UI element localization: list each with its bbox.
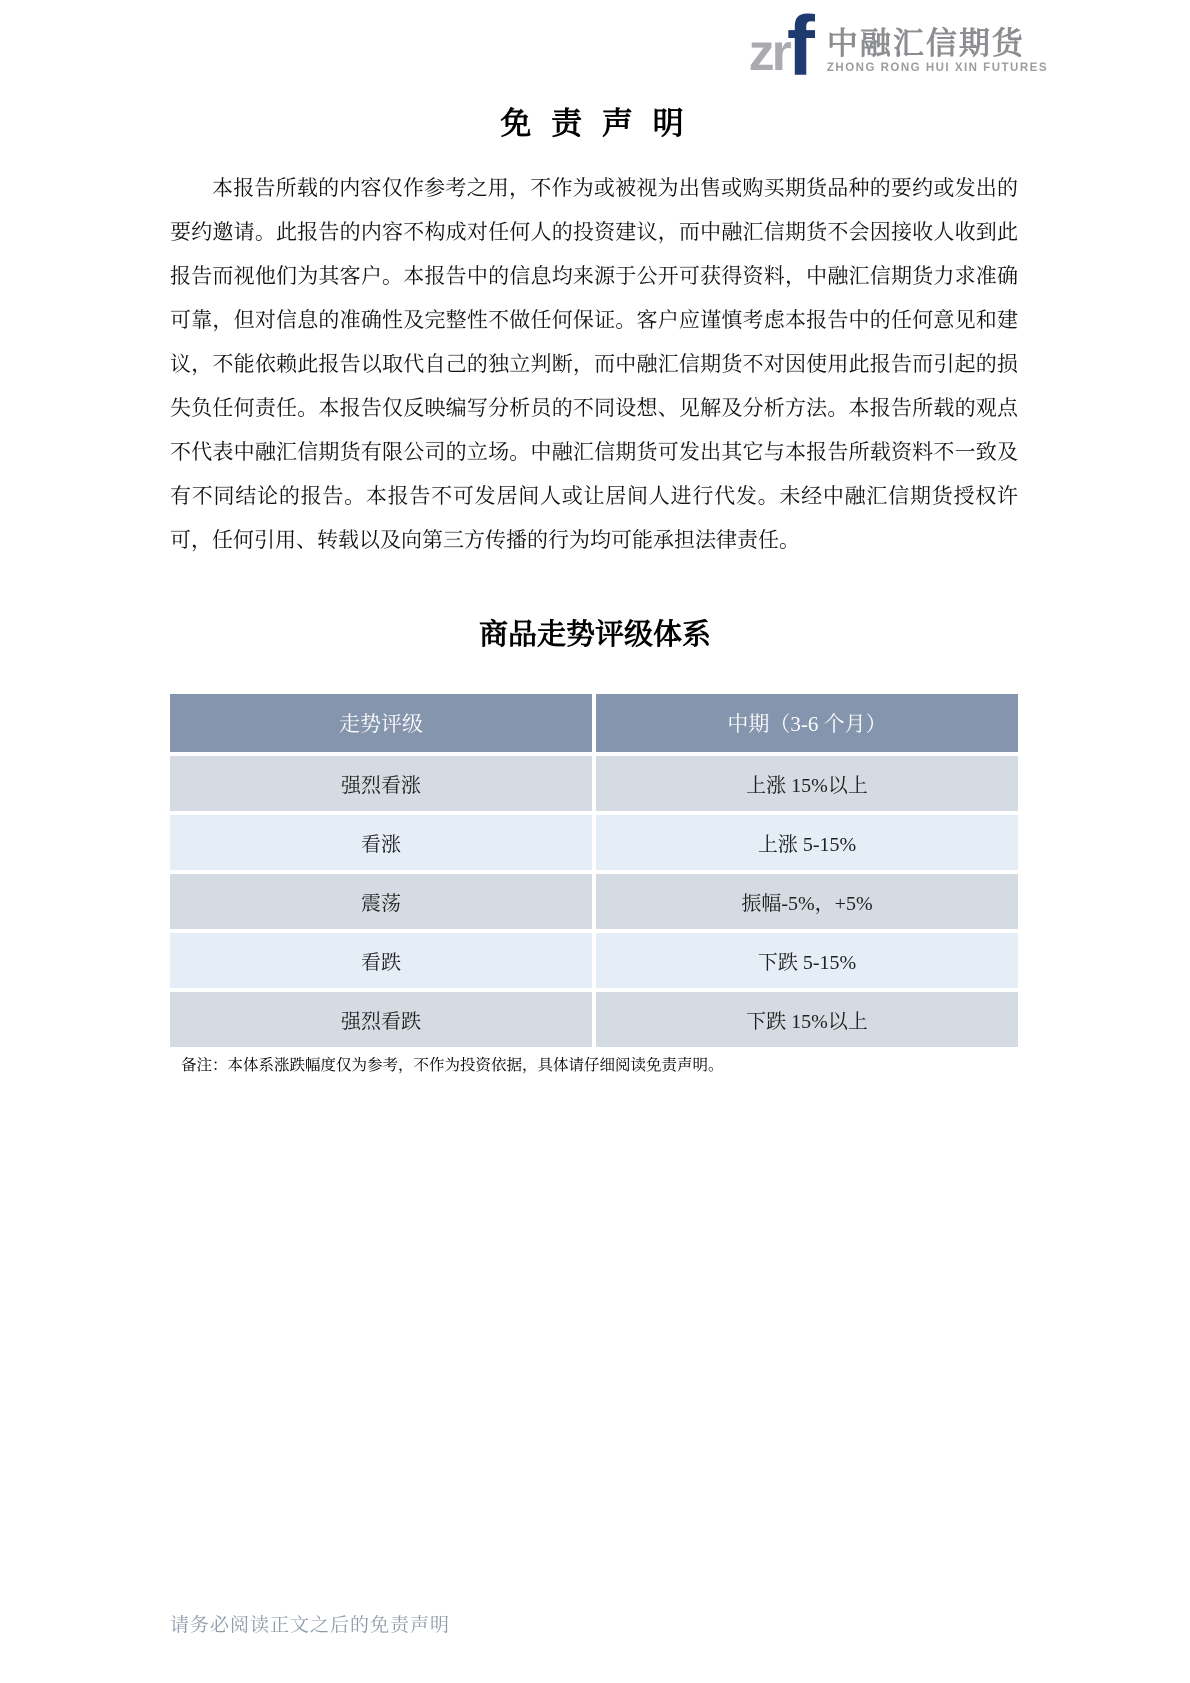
cell-rating: 强烈看涨 bbox=[170, 756, 592, 811]
cell-rating: 震荡 bbox=[170, 874, 592, 929]
cell-midterm: 上涨 15%以上 bbox=[596, 756, 1018, 811]
company-logo bbox=[748, 0, 1048, 93]
company-name-cn: 中融汇信期货 bbox=[826, 25, 1025, 61]
rating-table bbox=[170, 694, 1018, 1051]
header-cell-midterm: 中期（3-6 个月） bbox=[596, 694, 1018, 752]
logo-text-block bbox=[826, 25, 1048, 77]
cell-midterm: 振幅-5%，+5% bbox=[596, 874, 1018, 929]
table-row bbox=[170, 874, 1018, 929]
page-title: 免 责 声 明 bbox=[500, 106, 690, 141]
disclaimer-paragraph: 本报告所载的内容仅作参考之用，不作为或被视为出售或购买期货品种的要约或发出的要约邀请。此报告的内容不构成对任何人的投资建议，而中融汇信期货不会因接收人收到此报告而视他们为其客户。本报告中的信息均来源于公开可获得资料，中融汇信期货力求准确可靠，但对信息的准确性及完整性不做任何保证。客户应谨慎考虑本报告中的任何意见和建议，不能依赖此报告以取代自己的独立判断，而中融汇信期货不对因使用此报告而引起的损失负任何责任。本报告仅反映编写分析员的不同设想、见解及分析方法。本报告所载的观点不代表中融汇信期货有限公司的立场。中融汇信期货可发出其它与本报告所载资料不一致及有不同结论的报告。本报告不可发居间人或让居间人进行代发。未经中融汇信期货授权许可，任何引用、转载以及向第三方传播的行为均可能承担法律责任。 bbox=[170, 176, 1018, 552]
cell-rating: 看跌 bbox=[170, 933, 592, 988]
company-name-en: ZHONG RONG HUI XIN FUTURES bbox=[826, 61, 1048, 74]
footer-disclaimer-note: 请务必阅读正文之后的免责声明 bbox=[170, 1615, 451, 1636]
cell-midterm: 上涨 5-15% bbox=[596, 815, 1018, 870]
rating-section-title: 商品走势评级体系 bbox=[478, 619, 711, 651]
table-row bbox=[170, 992, 1018, 1047]
cell-midterm: 下跌 15%以上 bbox=[596, 992, 1018, 1047]
table-row bbox=[170, 815, 1018, 870]
logo-zr-letters: zr bbox=[748, 23, 789, 82]
cell-rating: 强烈看跌 bbox=[170, 992, 592, 1047]
table-row bbox=[170, 756, 1018, 811]
rating-table-header-row bbox=[170, 694, 1018, 752]
logo-f-letter: f bbox=[786, 0, 815, 93]
table-row bbox=[170, 933, 1018, 988]
cell-rating: 看涨 bbox=[170, 815, 592, 870]
logo-zrf-mark bbox=[748, 0, 815, 93]
header-cell-rating: 走势评级 bbox=[170, 694, 592, 752]
table-note: 备注：本体系涨跌幅度仅为参考，不作为投资依据，具体请仔细阅读免责声明。 bbox=[181, 1057, 724, 1074]
cell-midterm: 下跌 5-15% bbox=[596, 933, 1018, 988]
